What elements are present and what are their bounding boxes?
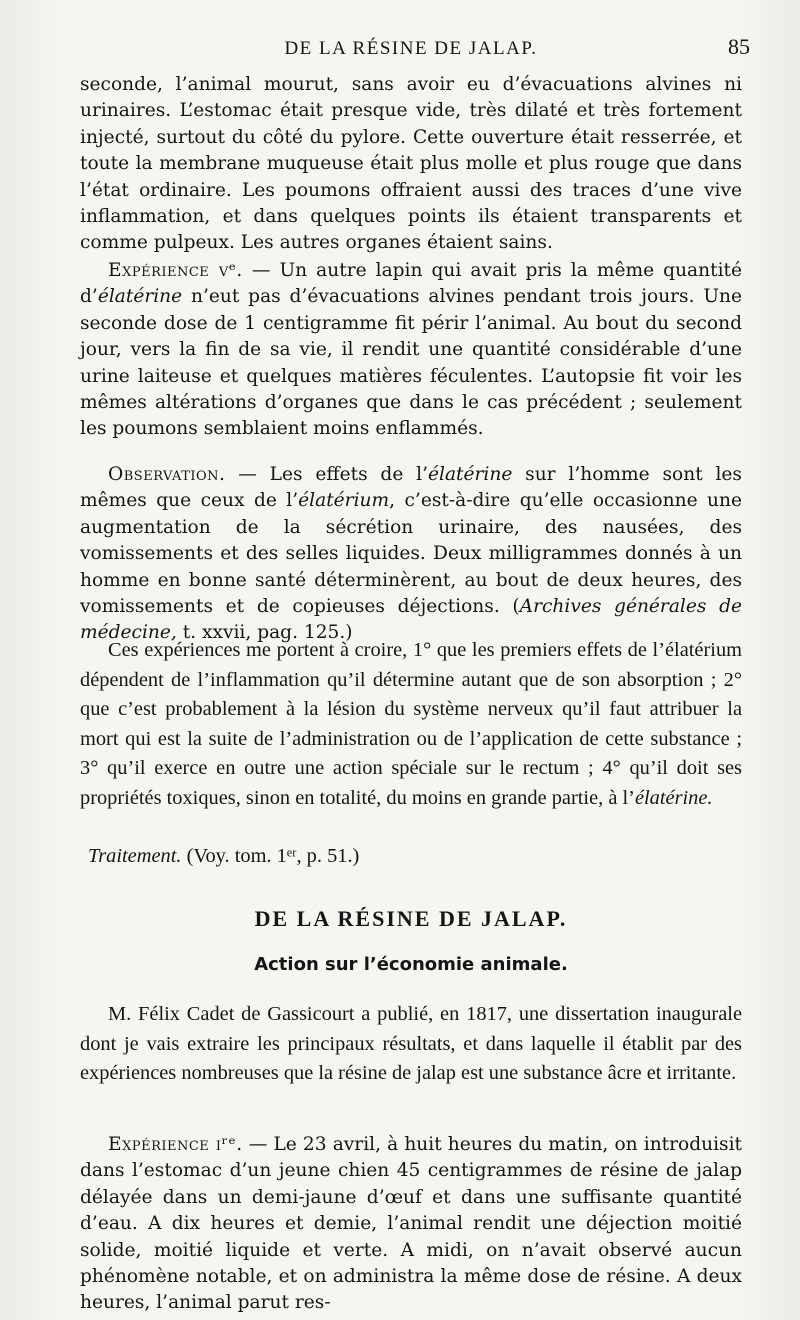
paragraph-observation (80, 462, 742, 647)
experience-text: — Un autre lapin qui avait pris la même quantité d’ (80, 260, 742, 308)
paragraph-experience-5 (80, 258, 742, 443)
section-title: DE LA RÉSINE DE JALAP. (254, 906, 568, 931)
page-number: 85 (728, 34, 750, 59)
paragraph-text: seconde, l’animal mourut, sans avoir eu d’évacuations alvines ni urinaires. L’estomac était presque vide, très dilaté et très fortement injecté, surtout du côté du pylore. Cette ouverture était resserrée, et toute la membrane muqueuse était plus molle et plus rouge que dans l’état ordinaire. Les poumons offraient aussi des traces d’une vive inflammation, et dans quelques points ils étaient transparents et comme pulpeux. Les autres organes étaient sains. (80, 74, 742, 254)
italic-term: élatérine (428, 464, 513, 485)
traitement-reference (80, 842, 742, 872)
section-subtitle: Action sur l’économie animale. (254, 954, 568, 975)
observation-text: , c’est-à-dire qu’elle occasionne une augmentation de la sécrétion urinaire, des nausées, des vomissements et des selles liquides. Deux milligrammes donnés à un homme en bonne santé déterminèrent, au bout de deux heures, des vomissements et de copieuses déjections. ( (80, 490, 742, 618)
paragraph-autopsy-continuation (80, 72, 742, 257)
experience-text: — Le 23 avril, à huit heures du matin, on introduisit dans l’estomac d’un jeune chien 45 centigrammes de résine de jalap délayée dans un demi-jaune d’œuf et dans une suffisante quantité d’eau. A dix heures et demie, l’animal rendit une déjection moitié solide, moitié liquide et verte. A midi, on n’avait observé aucun phénomène notable, et on administra la même dose de résine. A deux heures, l’animal parut res- (80, 1134, 743, 1314)
experience-label: Expérience iʳᵉ. (108, 1134, 243, 1155)
paragraph-experience-1 (80, 1132, 742, 1317)
observation-text: sur l’homme sont les mêmes que ceux de l’ (80, 464, 742, 512)
paragraph-conclusion (80, 636, 742, 814)
cadet-text: M. Félix Cadet de Gassicourt a publié, en 1817, une dissertation inaugurale dont je vais extraire les principaux résultats, et dans laquelle il établit par des expériences nombreuses que la résine de jalap est une substance âcre et irritante. (80, 1003, 742, 1085)
paragraph-cadet (80, 1000, 742, 1089)
page-header (80, 34, 750, 66)
observation-text: — Les effets de l’ (225, 464, 429, 485)
observation-text: t. xxvii, pag. 125.) (176, 622, 353, 644)
traitement-label: Traitement. (88, 845, 182, 867)
traitement-ref: (Voy. tom. 1ᵉʳ, p. 51.) (181, 845, 360, 867)
experience-label: Expérience vᵉ. (108, 260, 243, 281)
italic-term: élatérine (97, 286, 183, 308)
italic-term: élatérine. (634, 786, 713, 809)
experience-text: n’eut pas d’évacuations alvines pendant trois jours. Une seconde dose de 1 centigramme fit périr l’animal. Au bout du second jour, vers la fin de sa vie, il rendit une quantité considérable d’une urine laiteuse et quelques matières féculentes. L’autopsie fit voir les mêmes altérations d’organes que dans le cas précédent ; seulement les poumons semblaient moins enflammés. (80, 286, 742, 440)
conclusion-text: Ces expériences me portent à croire, 1° que les premiers effets de l’élatérium dépendent de l’inflammation qu’il détermine autant que de son absorption ; 2° que c’est probablement à la lésion du système nerveux qu’il faut attribuer la mort qui est la suite de l’administration ou de l’application de cette substance ; 3° qu’il exerce en outre une action spéciale sur le rectum ; 4° qu’il doit ses propriétés toxiques, sinon en totalité, du moins en grande partie, à l’ (80, 639, 742, 809)
observation-label: Observation. (108, 464, 226, 485)
journal-citation: Archives générales de médecine, (80, 596, 742, 644)
italic-term: élatérium (298, 490, 390, 512)
running-title: DE LA RÉSINE DE JALAP. (284, 38, 538, 59)
